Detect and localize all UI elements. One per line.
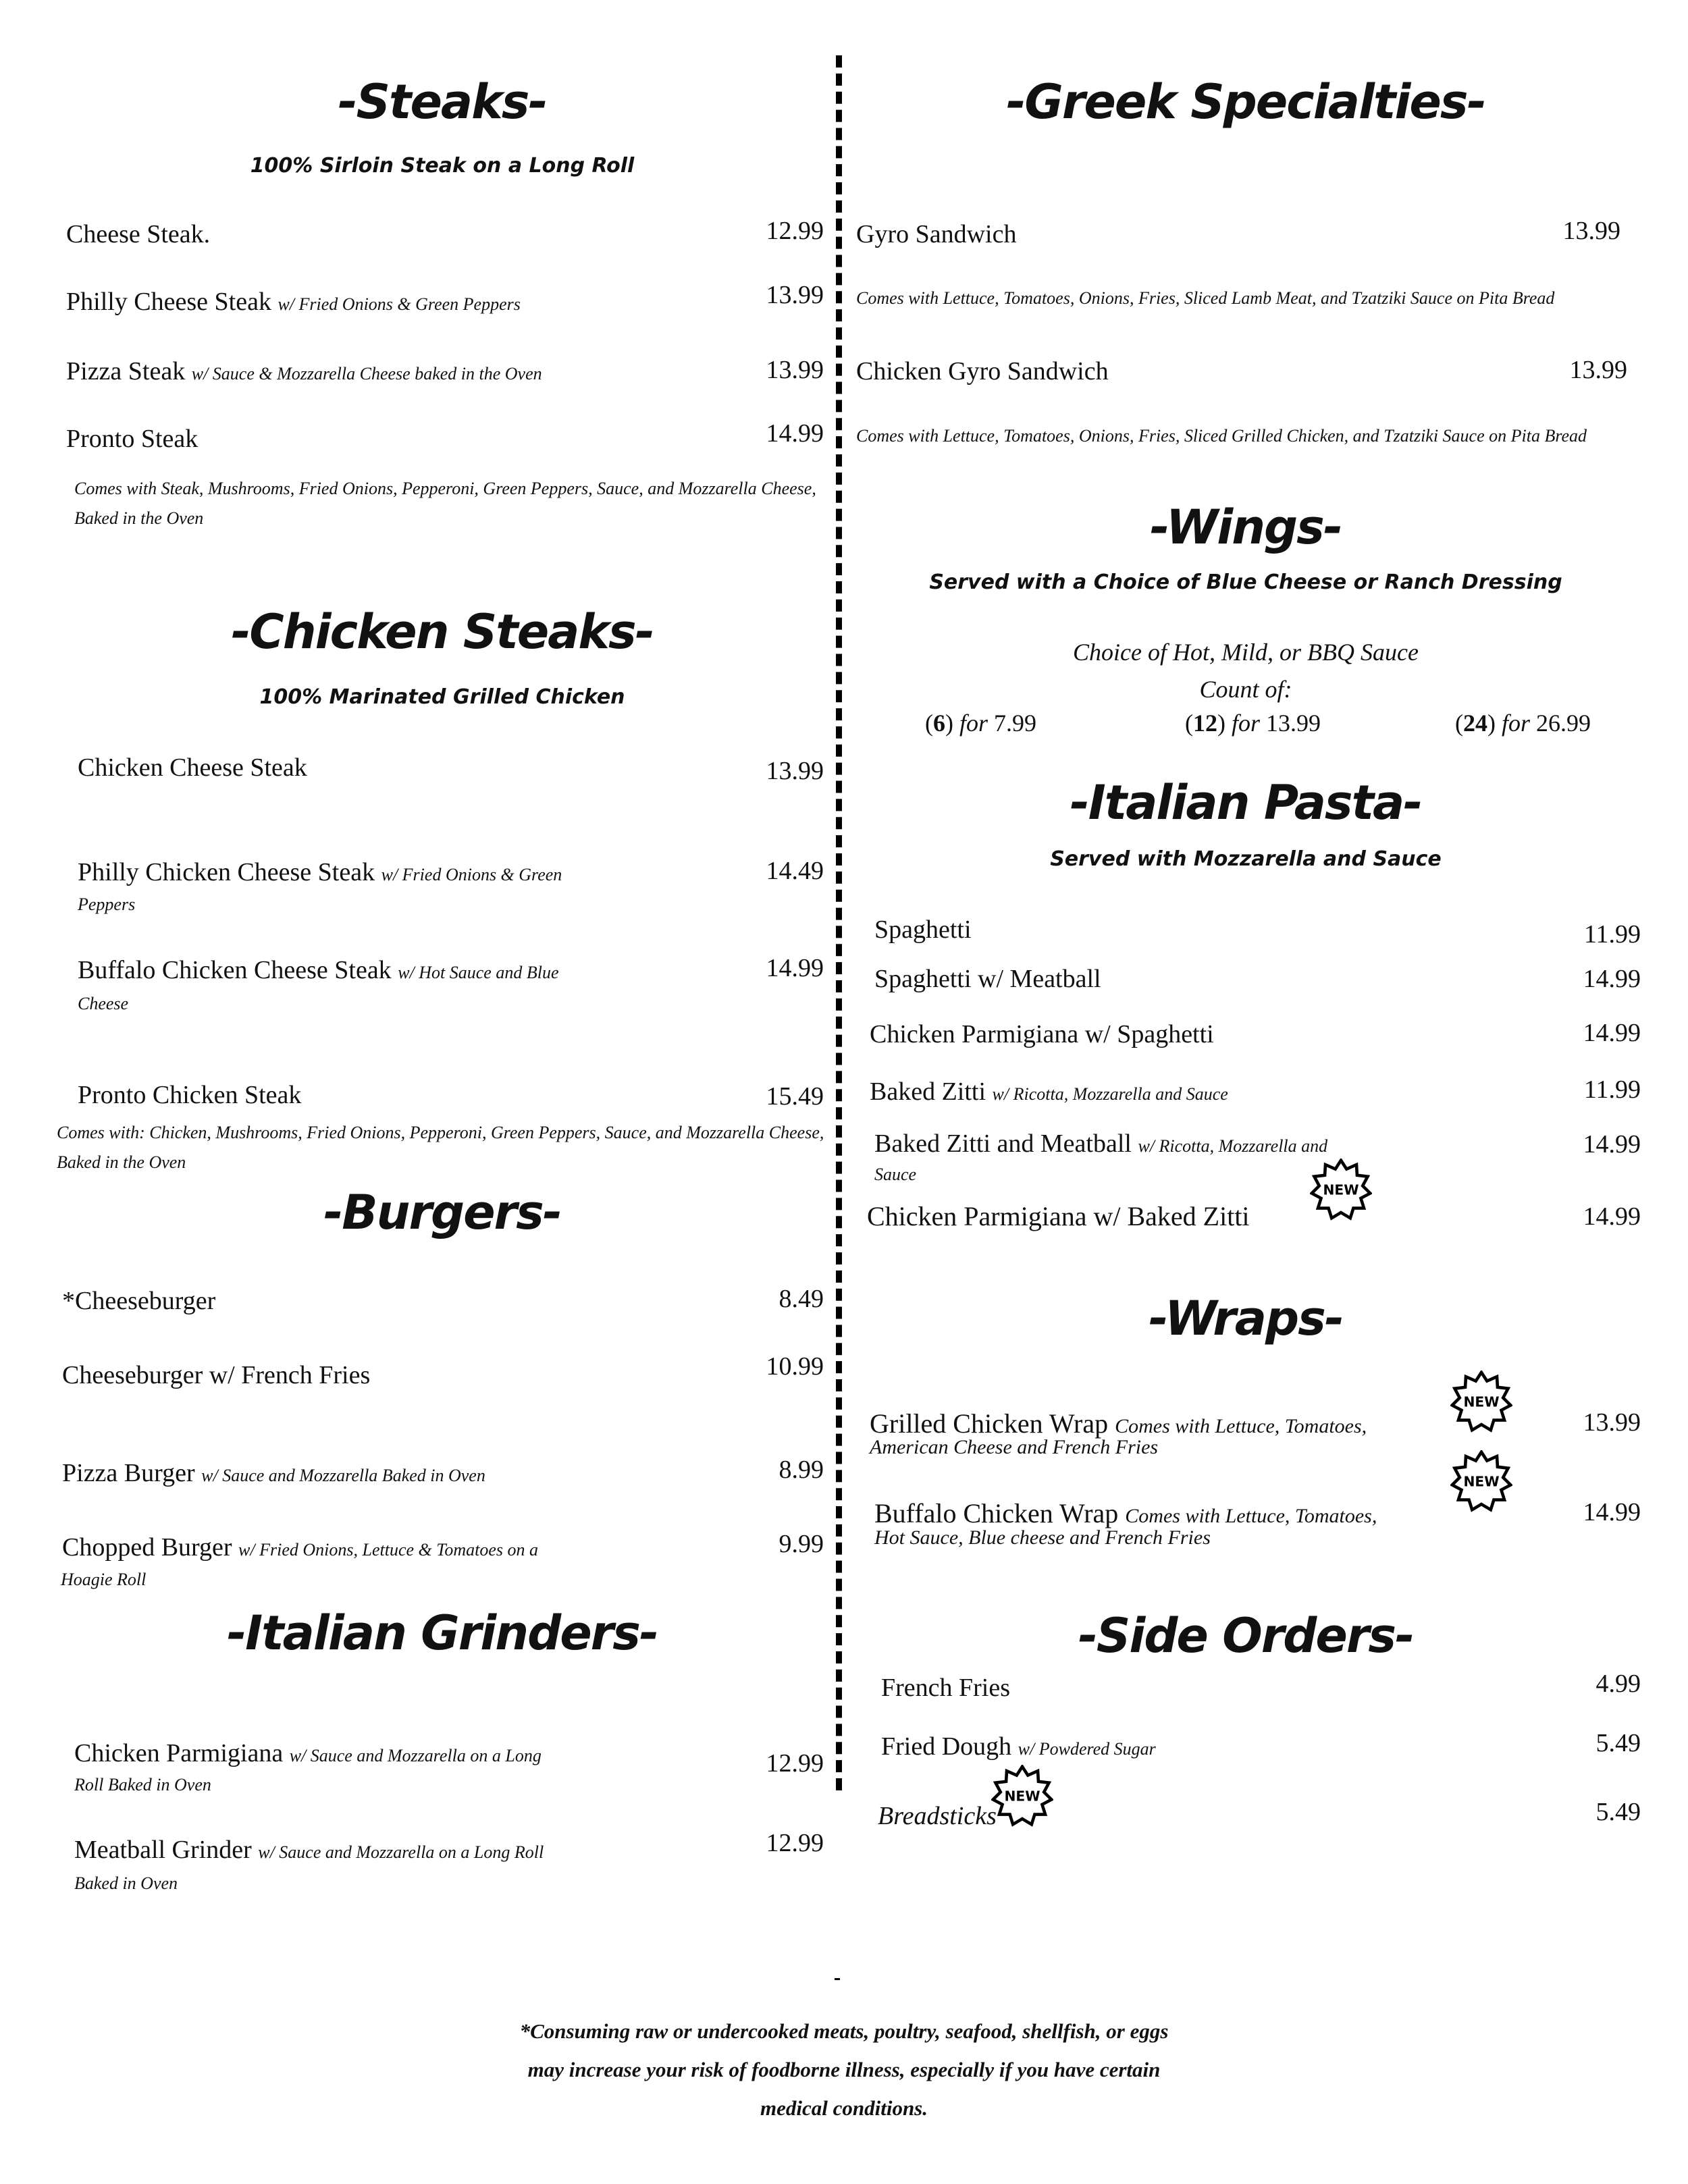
new-badge-icon	[1310, 1158, 1372, 1221]
menu-item-price: 12.99	[766, 1749, 824, 1778]
menu-item-price: 13.99	[766, 356, 824, 384]
menu-item-name: Chicken Parmigiana w/ Spaghetti	[870, 1020, 1214, 1048]
wings-sauce-choice: Choice of Hot, Mild, or BBQ Sauce	[1073, 639, 1419, 666]
menu-item-name: Baked Zitti	[870, 1077, 986, 1106]
menu-item-name: Breadsticks	[878, 1802, 997, 1830]
menu-item-desc: w/ Ricotta, Mozzarella and Sauce	[992, 1084, 1228, 1104]
column-divider	[836, 55, 842, 1790]
menu-item-name: Pizza Steak	[66, 357, 186, 385]
badge-label: NEW	[1463, 1393, 1500, 1410]
wings-count-price: 13.99	[1266, 710, 1321, 737]
menu-item	[62, 1533, 538, 1562]
menu-item-name: Cheeseburger w/ French Fries	[62, 1361, 371, 1389]
new-badge-icon	[1450, 1450, 1512, 1512]
menu-item-price: 15.49	[766, 1082, 824, 1111]
menu-item	[74, 1835, 544, 1865]
menu-item-price: 11.99	[1583, 920, 1641, 949]
menu-item-desc: Roll Baked in Oven	[74, 1775, 211, 1794]
menu-item	[66, 356, 542, 386]
menu-item-desc: w/ Sauce and Mozzarella Baked in Oven	[201, 1466, 485, 1485]
menu-item-desc: Comes with Lettuce, Tomatoes,	[1115, 1415, 1367, 1437]
menu-item-price: 9.99	[779, 1530, 824, 1558]
footer-disclaimer	[439, 2012, 1249, 2127]
menu-item-name: French Fries	[881, 1674, 1011, 1702]
menu-item-name: *Cheeseburger	[62, 1287, 216, 1315]
menu-item	[78, 955, 558, 985]
wings-count-number: 6	[933, 710, 945, 737]
menu-item-price: 14.99	[766, 954, 824, 982]
menu-item-price: 12.99	[766, 1829, 824, 1857]
menu-item-desc: Peppers	[78, 895, 136, 914]
menu-item-price: 14.99	[1583, 965, 1641, 993]
menu-item-price: 8.99	[779, 1456, 824, 1484]
menu-item-name: Pizza Burger	[62, 1459, 195, 1487]
wings-count-label: Count of:	[1199, 676, 1292, 703]
steaks-heading: -Steaks-	[338, 74, 547, 130]
menu-item-price: 14.99	[766, 419, 824, 448]
menu-item-price: 14.49	[766, 857, 824, 885]
wings-heading: -Wings-	[1150, 500, 1342, 555]
greek-heading: -Greek Specialties-	[1006, 74, 1485, 130]
menu-item	[874, 1129, 1327, 1158]
menu-item-price: 14.99	[1583, 1130, 1641, 1158]
menu-item-name: Cheese Steak.	[66, 220, 211, 248]
menu-item-name: Grilled Chicken Wrap	[870, 1408, 1109, 1439]
menu-item-name: Chicken Gyro Sandwich	[856, 357, 1109, 385]
menu-item-name: Meatball Grinder	[74, 1836, 252, 1864]
burgers-heading: -Burgers-	[323, 1185, 561, 1240]
wings-subtitle: Served with a Choice of Blue Cheese or Ranch Dressing	[929, 570, 1562, 594]
wings-count-option: (12) for 13.99	[1185, 710, 1321, 737]
pasta-heading: -Italian Pasta-	[1070, 775, 1422, 830]
menu-item-name: Chopped Burger	[62, 1533, 232, 1562]
steaks-subtitle: 100% Sirloin Steak on a Long Roll	[250, 154, 635, 178]
menu-item-name: Buffalo Chicken Cheese Steak	[78, 956, 392, 984]
new-badge-icon	[1450, 1370, 1512, 1433]
menu-item-name: Spaghetti	[874, 915, 972, 944]
menu-item-desc: w/ Hot Sauce and Blue	[398, 963, 559, 982]
menu-item-desc: Hot Sauce, Blue cheese and French Fries	[874, 1526, 1211, 1549]
menu-item-desc: Baked in Oven	[74, 1873, 178, 1893]
menu-item-price: 13.99	[766, 281, 824, 309]
menu-item	[66, 287, 521, 317]
wraps-heading: -Wraps-	[1149, 1291, 1343, 1346]
wings-count-option: (24) for 26.99	[1455, 710, 1591, 737]
badge-label: NEW	[1004, 1788, 1040, 1805]
menu-item-desc: Cheese	[78, 994, 129, 1013]
menu-item	[870, 1077, 1228, 1107]
menu-item-desc: w/ Ricotta, Mozzarella and	[1138, 1136, 1328, 1156]
menu-item-name: Pronto Steak	[66, 425, 199, 453]
menu-item-name: Philly Cheese Steak	[66, 288, 271, 316]
menu-item-price: 5.49	[1595, 1798, 1641, 1826]
badge-label: NEW	[1463, 1473, 1500, 1490]
menu-item-desc: w/ Fried Onions & Green Peppers	[278, 294, 521, 314]
footer-line: *Consuming raw or undercooked meats, poultry, seafood, shellfish, or eggs	[519, 2019, 1169, 2043]
menu-item-desc: Hoagie Roll	[61, 1570, 147, 1589]
menu-item-desc: Comes with Steak, Mushrooms, Fried Onions, Pepperoni, Green Peppers, Sauce, and Mozzarella Cheese, Baked in the Oven	[74, 479, 816, 528]
menu-item	[74, 1738, 542, 1768]
menu-item-desc: w/ Fried Onions & Green	[381, 865, 562, 884]
menu-item-desc: w/ Sauce and Mozzarella on a Long	[289, 1746, 542, 1765]
menu-item-name: Gyro Sandwich	[856, 220, 1017, 248]
menu-item-desc: Comes with: Chicken, Mushrooms, Fried Onions, Pepperoni, Green Peppers, Sauce, and Mozzarella Cheese, Baked in the Oven	[57, 1123, 824, 1172]
menu-item-desc: w/ Fried Onions, Lettuce & Tomatoes on a	[238, 1540, 538, 1560]
sides-heading: -Side Orders-	[1078, 1608, 1414, 1663]
new-badge-icon	[991, 1765, 1053, 1827]
menu-item-price: 13.99	[1569, 356, 1627, 384]
menu-item-name: Chicken Cheese Steak	[78, 753, 307, 782]
menu-item-price: 14.99	[1583, 1202, 1641, 1231]
menu-item-price: 12.99	[766, 217, 824, 245]
menu-item-price: 13.99	[1562, 217, 1620, 245]
menu-item-price: 14.99	[1583, 1019, 1641, 1047]
menu-item-price: 10.99	[766, 1352, 824, 1381]
menu-item-name: Chicken Parmigiana	[74, 1739, 284, 1767]
menu-item-price: 5.49	[1595, 1729, 1641, 1757]
menu-item-desc: Comes with Lettuce, Tomatoes,	[1125, 1505, 1377, 1527]
menu-item-desc: Comes with Lettuce, Tomatoes, Onions, Fries, Sliced Grilled Chicken, and Tzatziki Sauce on Pita Bread	[856, 426, 1587, 446]
menu-item-name: Philly Chicken Cheese Steak	[78, 858, 375, 886]
pasta-subtitle: Served with Mozzarella and Sauce	[1050, 847, 1442, 871]
chicken-steaks-heading: -Chicken Steaks-	[231, 604, 654, 660]
menu-item-desc: w/ Sauce & Mozzarella Cheese baked in the Oven	[191, 364, 542, 383]
menu-item-desc: Comes with Lettuce, Tomatoes, Onions, Fries, Sliced Lamb Meat, and Tzatziki Sauce on Pita Bread	[856, 288, 1555, 308]
wings-count-number: 12	[1193, 710, 1217, 737]
menu-item-desc: w/ Powdered Sugar	[1018, 1739, 1156, 1759]
menu-item-name: Baked Zitti and Meatball	[874, 1129, 1132, 1158]
footer-line: medical conditions.	[760, 2096, 928, 2120]
menu-item-name: Chicken Parmigiana w/ Baked Zitti	[867, 1201, 1250, 1231]
menu-item-desc: Sauce	[874, 1165, 917, 1184]
wings-count-option: (6) for 7.99	[925, 710, 1037, 737]
menu-item-name: Spaghetti w/ Meatball	[874, 965, 1101, 993]
wings-count-price: 26.99	[1536, 710, 1591, 737]
menu-item-desc: w/ Sauce and Mozzarella on a Long Roll	[258, 1842, 544, 1862]
menu-item-price: 11.99	[1583, 1075, 1641, 1104]
badge-label: NEW	[1323, 1181, 1359, 1198]
menu-item-price: 13.99	[766, 757, 824, 785]
menu-item	[881, 1732, 1156, 1761]
menu-item-price: 8.49	[779, 1285, 824, 1313]
chicken-steaks-subtitle: 100% Marinated Grilled Chicken	[259, 685, 625, 709]
wings-count-price: 7.99	[994, 710, 1037, 737]
menu-item-price: 4.99	[1595, 1670, 1641, 1698]
menu-item	[78, 857, 562, 887]
menu-item	[62, 1458, 485, 1488]
menu-item-price: 13.99	[1583, 1408, 1641, 1437]
menu-item-price: 14.99	[1583, 1498, 1641, 1526]
footer-line: may increase your risk of foodborne illness, especially if you have certain	[527, 2058, 1161, 2081]
grinders-heading: -Italian Grinders-	[227, 1605, 658, 1661]
menu-item-name: Fried Dough	[881, 1732, 1012, 1761]
footer-dash	[835, 1978, 840, 1980]
menu-item-desc: American Cheese and French Fries	[870, 1436, 1159, 1458]
menu-item-name: Buffalo Chicken Wrap	[874, 1498, 1119, 1528]
menu-item-name: Pronto Chicken Steak	[78, 1081, 302, 1109]
wings-count-number: 24	[1463, 710, 1487, 737]
